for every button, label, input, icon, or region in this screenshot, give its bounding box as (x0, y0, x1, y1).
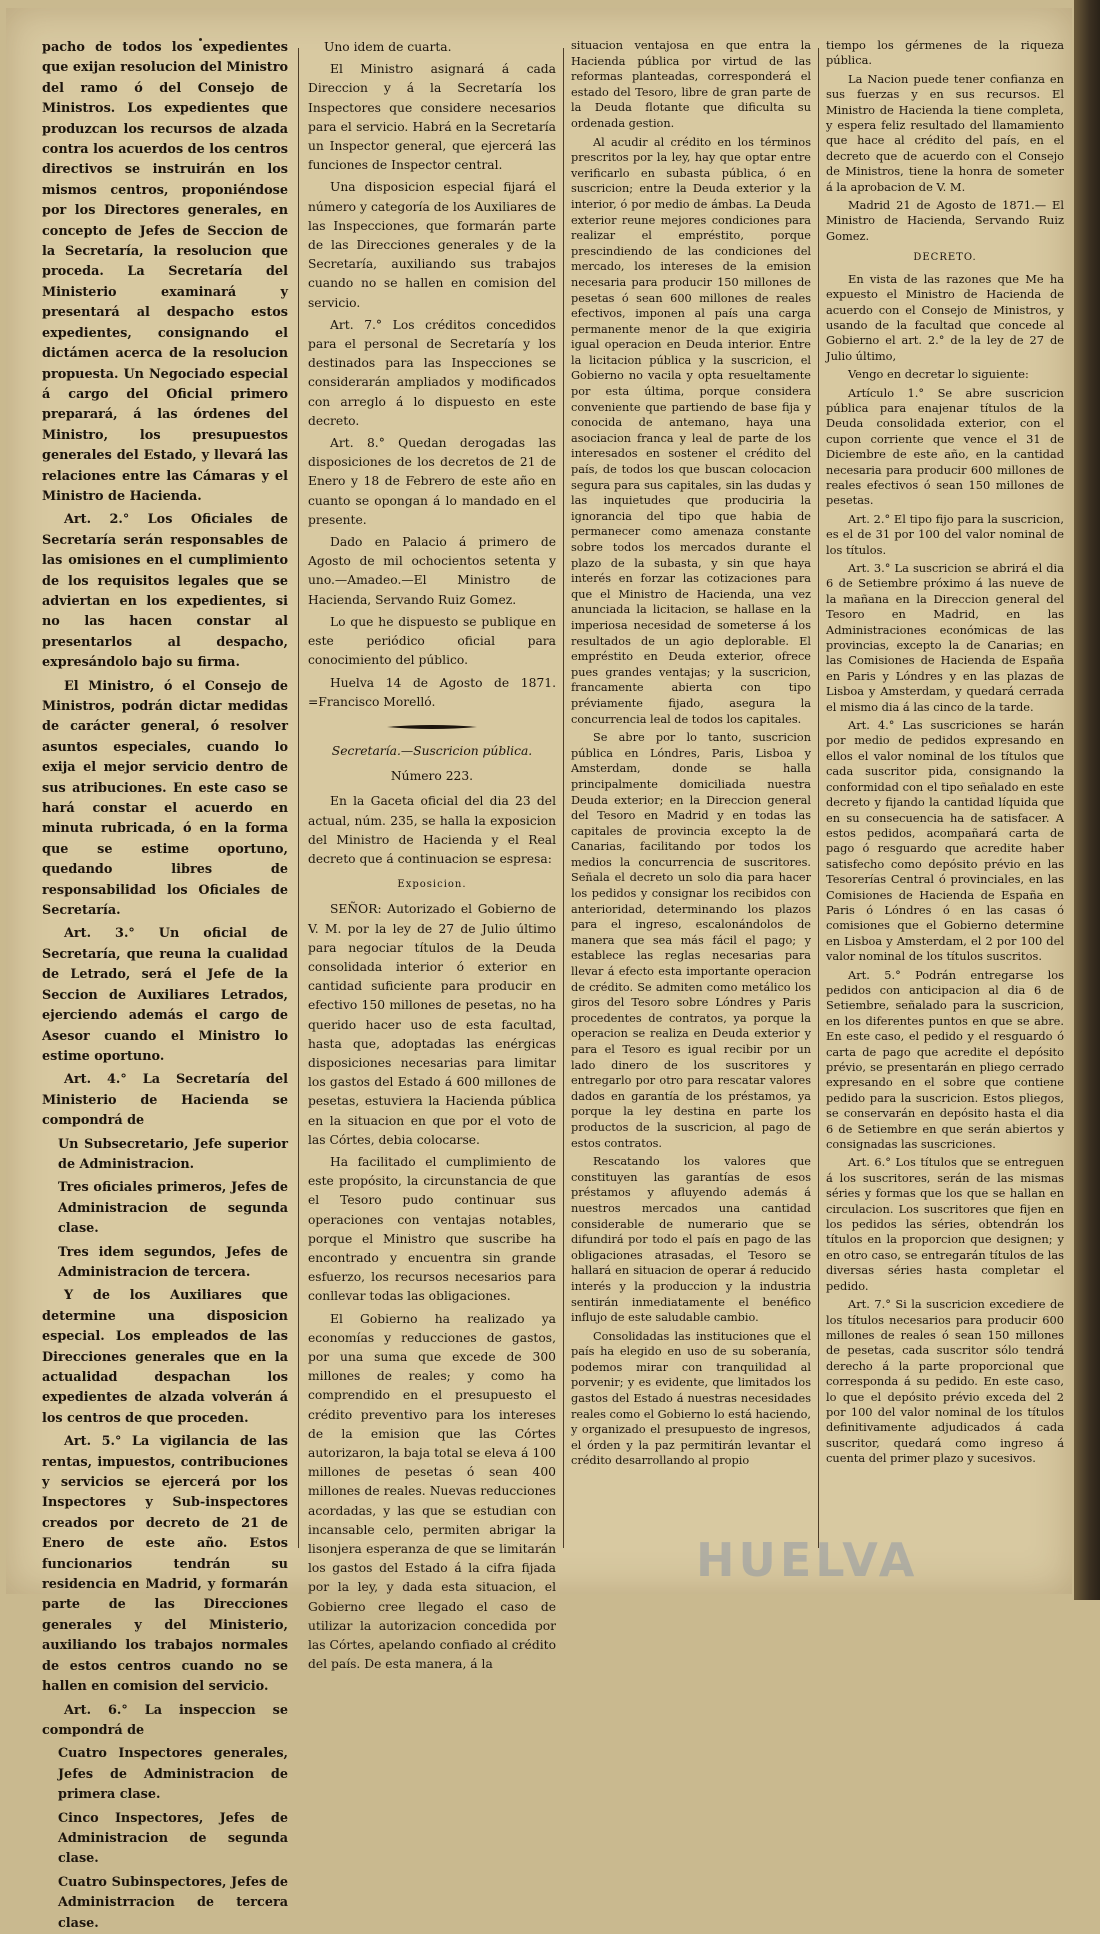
paragraph: Vengo en decretar lo siguiente: (848, 367, 1029, 382)
column-2 (308, 38, 556, 1672)
exposition-end (826, 38, 1064, 244)
paragraph: Art. 4.° La Secretaría del Ministerio de Hacienda se compondrá de (42, 1072, 288, 1129)
paragraph: pacho de todos los expedientes que exijan resolucion del Ministro del ramo ó del Consejo de Ministros. Los expedientes que produzcan los recursos de alzada contra los acuerdos de los centros directivos se instruirán en los mismos centros, proponiéndose por los Directores generales, en concepto de Jefes de Seccion de la Secretaría, la resolucion que proceda. La Secretaría del Ministerio examinará y presentará al despacho estos expedientes, consignando el dictámen acerca de la resolucion propuesta. Un Negociado especial á cargo del Oficial primero preparará, á las órdenes del Ministro, los presupuestos generales del Estado, y llevará las relaciones entre las Cámaras y el Ministro de Hacienda. (42, 40, 288, 504)
ornament-rule (387, 724, 477, 730)
paragraph: tiempo los gérmenes de la riqueza pública. (826, 38, 1064, 68)
paragraph: El Gobierno ha realizado ya economías y reducciones de gastos, por una suma que excede de 300 millones de reales; y como ha comprendido en el presupuesto el crédito preventivo para los intereses de la emision que las Córtes autorizaron, la baja total se eleva á 100 millones de pesetas ó sean 400 millones de reales. Nuevas reducciones acordadas, y las que se estudian con incansable celo, permiten abrigar la lisonjera esperanza de que se limitarán los gastos del Estado á la cifra fijada por la ley, y dada esta situacion, el Gobierno cree llegado el caso de utilizar la autorizacion concedida por las Córtes, apelando confiado al crédito del país. De esta manera, á la (308, 1311, 556, 1672)
paragraph: Tres oficiales primeros, Jefes de Administracion de segunda clase. (58, 1180, 288, 1237)
paragraph: Artículo 1.° Se abre suscricion pública para enajenar títulos de la Deuda consolidada exterior, con el cupon corriente que vence el 31 de Diciembre de este año, en la cantidad necesaria para producir 600 millones de reales efectivos ó sean 150 millones de pesetas. (826, 385, 1064, 508)
paragraph: Art. 7.° Si la suscricion excediere de los títulos necesarios para producir 600 millones de reales ó sean 150 millones de pesetas, cada suscritor sólo tendrá derecho á la parte proporcional que corresponda á su pedido. En este caso, lo que el depósito prévio exceda del 2 por 100 del valor nominal de los títulos definitivamente adjudicados á cada suscritor, quedará como ingreso á cuenta del primer plazo y sucesivos. (826, 1297, 1064, 1466)
paragraph: Huelva 14 de Agosto de 1871. =Francisco Morelló. (308, 675, 556, 709)
library-watermark: HUELVA (696, 1533, 919, 1587)
paragraph: Art. 6.° La inspeccion se compondrá de (42, 1702, 288, 1738)
exposition-text (308, 900, 556, 1674)
paragraph: Cinco Inspectores, Jefes de Administracion de segunda clase. (58, 1810, 288, 1867)
paragraph: Art. 7.° Los créditos concedidos para el personal de Secretaría y los destinados para las Inspecciones se considerarán ampliados y modificados con arreglo á lo dispuesto en este decreto. (308, 317, 556, 428)
paragraph: En vista de las razones que Me ha expuesto el Ministro de Hacienda de acuerdo con el Consejo de Ministros, y usando de la facultad que concede al Gobierno el art. 2.° de la ley de 27 de Julio último, (826, 271, 1064, 363)
paragraph: El Ministro asignará á cada Direccion y á la Secretaría los Inspectores que considere necesarios para el servicio. Habrá en la Secretaría un Inspector general, que ejercerá las funciones de Inspector central. (308, 62, 556, 173)
paragraph: Art. 4.° Las suscriciones se harán por medio de pedidos expresando en ellos el valor nominal de los títulos que cada suscritor pida, consignando la conformidad con el tipo señalado en este decreto y fijando la cantidad líquida que en su consecuencia ha de satisfacer. A estos pedidos, acompañará carta de pago ó resguardo que acredite haber satisfecho como depósito prévio en las Tesorerías Central ó provinciales, en las Comisiones de Hacienda de España en Paris ó Lóndres ó en las casas ó comisiones que el Gobierno determine en Lisboa y Amsterdam, el 2 por 100 del valor nominal de los títulos suscritos. (826, 718, 1064, 964)
paragraph: Art. 2.° El tipo fijo para la suscricion, es el de 31 por 100 del valor nominal de los títulos. (826, 511, 1064, 557)
decree-heading: DECRETO. (913, 252, 977, 264)
decree-text (308, 38, 556, 712)
column-1 (42, 38, 288, 1931)
paragraph: Y de los Auxiliares que determine una disposicion especial. Los empleados de las Direcciones generales que en la actualidad despachan los expedientes de alzada volverán á los centros de que proceden. (42, 1288, 288, 1426)
paragraph: Art. 8.° Quedan derogadas las disposiciones de los decretos de 21 de Enero y 18 de Febrero de este año en cuanto se opongan á lo mandado en el presente. (308, 436, 556, 527)
paragraph: Rescatando los valores que constituyen las garantías de esos préstamos y afluyendo además á nuestros mercados una cantidad considerable de numerario que se difundirá por todo el país en pago de las obligaciones atrasadas, el Tesoro se hallará en situacion de operar á reducido interés y la produccion y la industria sentirán inmediatamente el benéfico influjo de este saludable cambio. (571, 1155, 811, 1325)
paragraph: Un Subsecretario, Jefe superior de Administracion. (58, 1136, 288, 1172)
page-edge (1074, 0, 1100, 1600)
notice-number: Número 223. (390, 769, 474, 784)
notice-intro: En la Gaceta oficial del dia 23 del actual, núm. 235, se halla la exposicion del Ministro de Hacienda y el Real decreto que á continuacion se espresa: (308, 794, 556, 866)
paragraph: Una disposicion especial fijará el número y categoría de los Auxiliares de las Inspecciones, que formarán parte de las Direcciones generales y de la Secretaría, auxiliando sus trabajos cuando no se hallen en comision del servicio. (308, 180, 556, 310)
column-4 (826, 38, 1064, 1558)
paragraph: Ha facilitado el cumplimiento de este propósito, la circunstancia de que el Tesoro pudo continuar sus operaciones con ventajas notables, porque el Ministro que suscribe ha encontrado y encuentra sin grande esfuerzo, los recursos necesarios para conllevar todas las obligaciones. (308, 1154, 556, 1304)
paragraph: Cuatro Subinspectores, Jefes de Administrracion de tercera clase. (58, 1874, 288, 1931)
paragraph: Al acudir al crédito en los términos prescritos por la ley, hay que optar entre verificarlo en subasta pública, ó en suscricion; entre la Deuda exterior y la interior, ó por medio de ámbas. La Deuda exterior reune mejores condiciones para realizar el empréstito, porque prescindiendo de las condiciones del mercado, los intereses de la emision necesaria para producir 150 millones de pesetas ó sean 600 millones de reales efectivos, imponen al país una carga permanente menor de la que exigiria igual operacion en Deuda interior. Entre la licitacion pública y la suscricion, el Gobierno no vacila y opta resueltamente por esta última, porque considera conveniente que partiendo de base fija y conocida de antemano, haya una asociacion franca y leal de parte de los interesados en sostener el crédito del país, de todos los que buscan colocacion segura para sus capitales, sin las dudas y las inquietudes que produciria la ignorancia del tipo que habia de permanecer como amenaza constante sobre todos los mercados durante el plazo de la subasta, y sin que haya interés en forzar las cotizaciones para que el Ministro de Hacienda, una vez anunciada la licitacion, se hallase en la imperiosa necesidad de someterse á los resultados de un agio deplorable. El empréstito en Deuda exterior, ofrece pues grandes ventajas; y la suscricion, francamente abierta con tipo préviamente fijado, asegura la concurrencia leal de todos los capitales. (571, 135, 811, 726)
paragraph: SEÑOR: Autorizado el Gobierno de V. M. por la ley de 27 de Julio último para negociar títulos de la Deuda consolidada interior ó exterior en cantidad suficiente para producir en efectivo 150 millones de pesetas, no ha querido hacer uso de esta facultad, hasta que, adoptadas las enérgicas disposiciones necesarias para limitar los gastos del Estado á 600 millones de pesetas, estuviera la Hacienda pública en la situacion en que por el voto de las Córtes, debia colocarse. (308, 902, 556, 1147)
paragraph: Tres idem segundos, Jefes de Administracion de tercera. (58, 1244, 288, 1280)
paragraph: Art. 3.° La suscricion se abrirá el dia 6 de Setiembre próximo á las nueve de la mañana en la Direccion general del Tesoro en Madrid, en las Administraciones económicas de las provincias, excepto la de Canarias; en las Comisiones de Hacienda de España en Paris y Lóndres y en las plazas de Lisboa y Amsterdam, y quedará cerrada el mismo dia á las cinco de la tarde. (826, 561, 1064, 714)
paragraph: Madrid 21 de Agosto de 1871.— El Ministro de Hacienda, Servando Ruiz Gomez. (826, 198, 1064, 243)
column-3 (571, 38, 811, 1558)
paragraph: Art. 5.° Podrán entregarse los pedidos con anticipacion al dia 6 de Setiembre, señalado para la suscricion, en los diferentes puntos en que se abre. En este caso, el pedido y el resguardo ó carta de pago que acredite el depósito prévio, se presentarán en pliego cerrado expresando en el sobre que contiene pedido para la suscricion. Estos pliegos, se conservarán en depósito hasta el dia 6 de Setiembre en que serán abiertos y consignadas las suscriciones. (826, 967, 1064, 1152)
paragraph: Uno idem de cuarta. (324, 40, 452, 54)
newspaper-page (6, 8, 1072, 1931)
paragraph: Art. 6.° Los títulos que se entreguen á los suscritores, serán de las mismas séries y formas que los que se hallan en circulacion. Los suscritores que fijen en los pedidos las séries, obtendrán los títulos en la proporcion que designen; y en otro caso, se entregarán títulos de las diversas séries hasta completar el pedido. (826, 1155, 1064, 1293)
section-heading: Secretaría.—Suscricion pública. (331, 743, 533, 758)
column-rule (298, 48, 299, 1548)
paragraph: Se abre por lo tanto, suscricion pública en Lóndres, Paris, Lisboa y Amsterdam, donde se halla principalmente domiciliada nuestra Deuda exterior; en la Direccion general del Tesoro en Madrid y en todas las capitales de provincia excepto la de Canarias, facilitando por todos los medios la concurrencia de suscritores. Señala el decreto un solo dia para hacer los pedidos y consignar los recibidos con anterioridad, determinando los plazos para el ingreso, escalonándolos de manera que sea más fácil el pago; y establece las reglas necesarias para llevar á efecto esta importante operacion de crédito. Se admiten como metálico los giros del Tesoro sobre Lóndres y Paris procedentes de contratos, ya porque la operacion se realiza en Deuda exterior y para el Tesoro es igual recibir por un lado dinero de los suscritores y entregarlo por otro para rescatar valores dados en garantía de los préstamos, ya porque la ley destina en parte los productos de la suscricion, al pago de estos contratos. (571, 731, 811, 1150)
paragraph: Lo que he dispuesto se publique en este periódico oficial para conocimiento del público. (308, 614, 556, 668)
paragraph: Art. 3.° Un oficial de Secretaría, que reuna la cualidad de Letrado, será el Jefe de la Seccion de Auxiliares Letrados, ejerciendo además el cargo de Asesor cuando el Ministro lo estime oportuno. (42, 926, 288, 1064)
paragraph: Consolidadas las instituciones que el país ha elegido en uso de su soberanía, podemos mirar con tranquilidad al porvenir; y es evidente, que limitados los gastos del Estado á nuestras necesidades reales como el Gobierno lo está haciendo, y organizado el presupuesto de ingresos, el órden y la paz permitirán levantar el crédito desarrollando al propio (571, 1329, 811, 1468)
column-rule (818, 48, 819, 1548)
exposition-heading: Exposicion. (397, 879, 467, 891)
paragraph: situacion ventajosa en que entra la Hacienda pública por virtud de las reformas planteadas, corresponderá el estado del Tesoro, libre de gran parte de la Deuda flotante que dificulta su ordenada gestion. (571, 39, 811, 130)
decree-articles (826, 272, 1064, 1467)
paragraph: Dado en Palacio á primero de Agosto de mil ochocientos setenta y uno.—Amadeo.—El Ministro de Hacienda, Servando Ruiz Gomez. (308, 535, 556, 607)
paragraph: El Ministro, ó el Consejo de Ministros, podrán dictar medidas de carácter general, ó resolver asuntos especiales, cuando lo exija el mejor servicio dentro de sus atribuciones. En este caso se hará constar el acuerdo en minuta rubricada, ó en la forma que se estime oportuno, quedando libres de responsabilidad los Oficiales de Secretaría. (42, 678, 288, 919)
paragraph: Art. 2.° Los Oficiales de Secretaría serán responsables de las omisiones en el cumplimiento de los requisitos legales que se adviertan en los expedientes, si no las hacen constar al presentarlos al despacho, expresándolo bajo su firma. (42, 512, 288, 671)
paragraph: Cuatro Inspectores generales, Jefes de Administracion de primera clase. (58, 1746, 288, 1803)
column-rule (563, 48, 564, 1548)
paragraph: Art. 5.° La vigilancia de las rentas, impuestos, contribuciones y servicios se ejercerá por los Inspectores y Sub-inspectores creados por decreto de 21 de Enero de este año. Estos funcionarios tendrán su residencia en Madrid, y formarán parte de las Direcciones generales y del Ministerio, auxiliando los trabajos normales de estos centros cuando no se hallen en comision del servicio. (42, 1434, 288, 1695)
paragraph: La Nacion puede tener confianza en sus fuerzas y en sus recursos. El Ministro de Hacienda la tiene completa, y espera feliz resultado del llamamiento que hace al crédito del país, en el decreto que de acuerdo con el Consejo de Ministros, tiene la honra de someter á la aprobacion de V. M. (826, 71, 1064, 194)
